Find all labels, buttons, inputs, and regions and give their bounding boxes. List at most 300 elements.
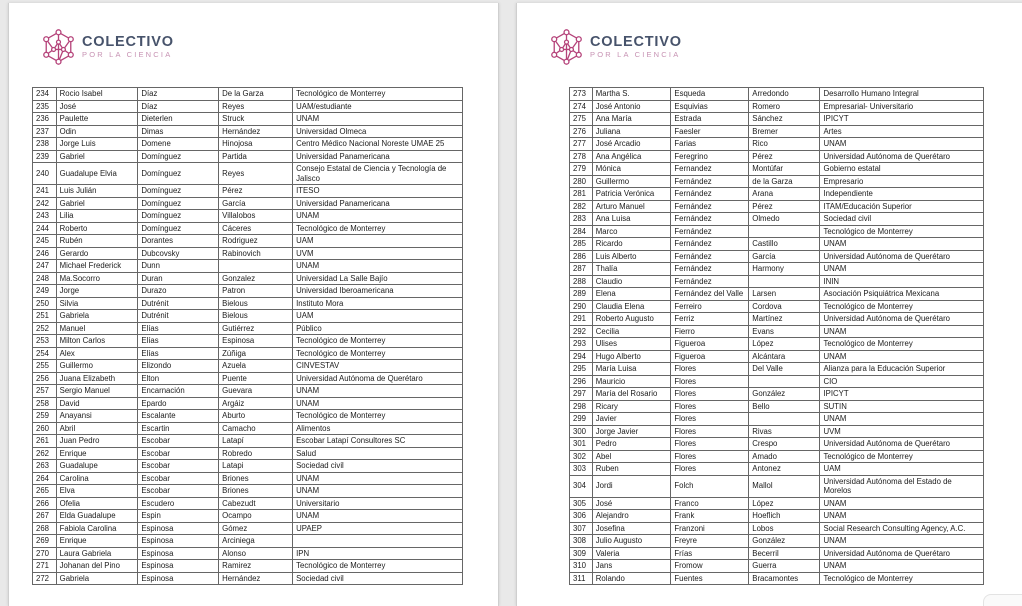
cell-number: 265 [33, 485, 57, 498]
cell-institution: Escobar Latapí Consultores SC [293, 435, 463, 448]
table-row [570, 535, 984, 548]
cell-institution: Tecnológico de Monterrey [293, 222, 463, 235]
cell-paternal_surname: Dubcovsky [138, 247, 219, 260]
table-row [33, 347, 463, 360]
cell-institution: Universitario [293, 497, 463, 510]
table-row [33, 397, 463, 410]
cell-institution: Social Research Consulting Agency, A.C. [820, 522, 984, 535]
cell-paternal_surname: Escalante [138, 410, 219, 423]
cell-institution: UNAM [820, 238, 984, 251]
cell-institution: Empresarial- Universitario [820, 100, 984, 113]
cell-number: 307 [570, 522, 593, 535]
cell-institution: UNAM [820, 413, 984, 426]
cell-paternal_surname: Dutrénit [138, 310, 219, 323]
table-row [33, 360, 463, 373]
cell-maternal_surname: de la Garza [749, 175, 820, 188]
cell-paternal_surname: Escobar [138, 435, 219, 448]
cell-paternal_surname: Fernández [671, 238, 749, 251]
cell-maternal_surname: Latapi [219, 460, 293, 473]
cell-paternal_surname: Fernández [671, 175, 749, 188]
cell-institution: UAM [293, 235, 463, 248]
cell-first_name: Patricia Verónica [592, 188, 671, 201]
cell-first_name: Manuel [56, 322, 138, 335]
cell-first_name: Javier [592, 413, 671, 426]
cell-first_name: Josefina [592, 522, 671, 535]
cell-paternal_surname: Fuentes [671, 572, 749, 585]
cell-maternal_surname: Bielous [219, 310, 293, 323]
cell-institution: UNAM [820, 325, 984, 338]
cell-maternal_surname: García [749, 250, 820, 263]
logo [550, 29, 682, 65]
cell-number: 291 [570, 313, 593, 326]
cell-paternal_surname: Espinosa [138, 522, 219, 535]
cell-maternal_surname: Arana [749, 188, 820, 201]
table-row [33, 447, 463, 460]
table-row [570, 375, 984, 388]
cell-maternal_surname: Becerril [749, 547, 820, 560]
cell-institution: Tecnológico de Monterrey [293, 335, 463, 348]
cell-paternal_surname: Ferriz [671, 313, 749, 326]
cell-maternal_surname: Pérez [749, 200, 820, 213]
cell-institution: Tecnológico de Monterrey [820, 225, 984, 238]
cell-institution: UAM [293, 310, 463, 323]
cell-institution: UAM/estudiante [293, 100, 463, 113]
cell-maternal_surname: Briones [219, 472, 293, 485]
cell-maternal_surname: Reyes [219, 163, 293, 185]
cell-number: 266 [33, 497, 57, 510]
logo-network-icon [42, 29, 75, 65]
cell-institution: Tecnológico de Monterrey [293, 410, 463, 423]
cell-number: 268 [33, 522, 57, 535]
cell-first_name: Fabiola Carolina [56, 522, 138, 535]
cell-maternal_surname: Aburto [219, 410, 293, 423]
cell-paternal_surname: Duran [138, 272, 219, 285]
cell-first_name: Ruben [592, 463, 671, 476]
cell-maternal_surname: Reyes [219, 100, 293, 113]
cell-paternal_surname: Flores [671, 438, 749, 451]
cell-maternal_surname: Bello [749, 400, 820, 413]
cell-paternal_surname: Encarnación [138, 385, 219, 398]
cell-institution: UVM [820, 425, 984, 438]
cell-first_name: Pedro [592, 438, 671, 451]
cell-maternal_surname: Hinojosa [219, 138, 293, 151]
cell-institution: Tecnológico de Monterrey [820, 300, 984, 313]
cell-institution: Universidad Panamericana [293, 197, 463, 210]
cell-paternal_surname: Fernandez [671, 163, 749, 176]
cell-number: 304 [570, 475, 593, 497]
cell-maternal_surname: Guevara [219, 385, 293, 398]
cell-institution: Asociación Psiquiátrica Mexicana [820, 288, 984, 301]
cell-number: 270 [33, 547, 57, 560]
cell-first_name: Enrique [56, 535, 138, 548]
table-row [33, 100, 463, 113]
cell-institution [293, 535, 463, 548]
cell-number: 306 [570, 510, 593, 523]
cell-institution: Universidad Panamericana [293, 150, 463, 163]
cell-first_name: Jorge [56, 285, 138, 298]
cell-paternal_surname: Espinosa [138, 572, 219, 585]
cell-paternal_surname: Folch [671, 475, 749, 497]
cell-first_name: Hugo Alberto [592, 350, 671, 363]
cell-institution: Tecnológico de Monterrey [293, 560, 463, 573]
cell-institution: Sociedad civil [293, 572, 463, 585]
cell-maternal_surname: Harmony [749, 263, 820, 276]
cell-maternal_surname: López [749, 338, 820, 351]
cell-institution: UNAM [293, 260, 463, 273]
cell-number: 248 [33, 272, 57, 285]
cell-maternal_surname: Cáceres [219, 222, 293, 235]
table-row [33, 88, 463, 101]
table-row [33, 150, 463, 163]
cell-number: 247 [33, 260, 57, 273]
cell-paternal_surname: Fernández [671, 188, 749, 201]
cell-paternal_surname: Dorantes [138, 235, 219, 248]
cell-first_name: Guillermo [592, 175, 671, 188]
cell-institution: Tecnológico de Monterrey [820, 338, 984, 351]
cell-first_name: Rolando [592, 572, 671, 585]
cell-first_name: Martha S. [592, 88, 671, 101]
cell-maternal_surname: Gutiérrez [219, 322, 293, 335]
cell-first_name: Jans [592, 560, 671, 573]
cell-institution: UNAM [293, 472, 463, 485]
table-row [33, 260, 463, 273]
cell-first_name: Milton Carlos [56, 335, 138, 348]
cell-first_name: Elva [56, 485, 138, 498]
cell-institution: UAM [820, 463, 984, 476]
cell-first_name: Paulette [56, 113, 138, 126]
cell-paternal_surname: Faesler [671, 125, 749, 138]
cell-paternal_surname: Frank [671, 510, 749, 523]
table-row [570, 450, 984, 463]
cell-maternal_surname: Patron [219, 285, 293, 298]
cell-number: 286 [570, 250, 593, 263]
cell-institution: IPN [293, 547, 463, 560]
cell-institution: Gobierno estatal [820, 163, 984, 176]
table-row [570, 510, 984, 523]
cell-maternal_surname: Briones [219, 485, 293, 498]
cell-first_name: Julio Augusto [592, 535, 671, 548]
cell-institution: UPAEP [293, 522, 463, 535]
cell-maternal_surname: Rabinovich [219, 247, 293, 260]
cell-institution: Universidad Iberoamericana [293, 285, 463, 298]
table-row [570, 113, 984, 126]
table-row [33, 247, 463, 260]
table-row [33, 272, 463, 285]
cell-paternal_surname: Díaz [138, 100, 219, 113]
cell-paternal_surname: Domínguez [138, 210, 219, 223]
cell-paternal_surname: Dutrénit [138, 297, 219, 310]
cell-number: 269 [33, 535, 57, 548]
table-row [570, 100, 984, 113]
cell-institution: Universidad Autónoma de Querétaro [820, 313, 984, 326]
table-row [33, 572, 463, 585]
cell-first_name: Ana María [592, 113, 671, 126]
cell-paternal_surname: Farias [671, 138, 749, 151]
cell-institution: Artes [820, 125, 984, 138]
cell-number: 282 [570, 200, 593, 213]
members-table-left [32, 87, 463, 585]
table-row [570, 300, 984, 313]
cell-maternal_surname: Arciniega [219, 535, 293, 548]
cell-maternal_surname [749, 413, 820, 426]
cell-first_name: Jorge Javier [592, 425, 671, 438]
cell-number: 293 [570, 338, 593, 351]
cell-number: 240 [33, 163, 57, 185]
cell-maternal_surname: Del Valle [749, 363, 820, 376]
table-row [33, 322, 463, 335]
table-row [570, 175, 984, 188]
cell-paternal_surname: Escartin [138, 422, 219, 435]
cell-number: 294 [570, 350, 593, 363]
cell-number: 310 [570, 560, 593, 573]
cell-institution: Sociedad civil [820, 213, 984, 226]
cell-institution: Universidad Autónoma de Querétaro [820, 150, 984, 163]
table-row [570, 163, 984, 176]
logo-title: COLECTIVO [590, 34, 682, 50]
cell-paternal_surname: Espinosa [138, 560, 219, 573]
cell-maternal_surname: Lobos [749, 522, 820, 535]
cell-maternal_surname: Antonez [749, 463, 820, 476]
table-row [570, 438, 984, 451]
cell-maternal_surname: Sánchez [749, 113, 820, 126]
cell-number: 237 [33, 125, 57, 138]
cell-number: 258 [33, 397, 57, 410]
cell-number: 288 [570, 275, 593, 288]
cell-first_name: Gabriela [56, 310, 138, 323]
cell-number: 287 [570, 263, 593, 276]
cell-maternal_surname: Hernández [219, 572, 293, 585]
table-row [33, 113, 463, 126]
cell-first_name: Gabriel [56, 150, 138, 163]
cell-maternal_surname: González [749, 388, 820, 401]
cell-first_name: Alejandro [592, 510, 671, 523]
cell-paternal_surname: Domínguez [138, 163, 219, 185]
table-row [570, 363, 984, 376]
table-row [33, 410, 463, 423]
cell-paternal_surname: Fernández [671, 275, 749, 288]
cell-maternal_surname: Bracamontes [749, 572, 820, 585]
cell-number: 277 [570, 138, 593, 151]
cell-first_name: Marco [592, 225, 671, 238]
table-row [33, 125, 463, 138]
cell-number: 284 [570, 225, 593, 238]
cell-number: 280 [570, 175, 593, 188]
cell-first_name: Carolina [56, 472, 138, 485]
cell-first_name: Gabriela [56, 572, 138, 585]
cell-institution: Universidad Autónoma de Querétaro [293, 372, 463, 385]
cell-paternal_surname: Fernández [671, 225, 749, 238]
cell-paternal_surname: Flores [671, 450, 749, 463]
cell-number: 235 [33, 100, 57, 113]
table-row [570, 425, 984, 438]
cell-number: 298 [570, 400, 593, 413]
table-row [33, 163, 463, 185]
cell-maternal_surname: Montúfar [749, 163, 820, 176]
cell-first_name: Juliana [592, 125, 671, 138]
cell-first_name: José [592, 497, 671, 510]
cell-maternal_surname: Martínez [749, 313, 820, 326]
cell-number: 308 [570, 535, 593, 548]
table-row [33, 422, 463, 435]
cell-paternal_surname: Domínguez [138, 150, 219, 163]
cell-paternal_surname: Estrada [671, 113, 749, 126]
table-row [33, 310, 463, 323]
table-row [33, 510, 463, 523]
cell-institution: Salud [293, 447, 463, 460]
cell-first_name: Ana Angélica [592, 150, 671, 163]
cell-institution: Empresario [820, 175, 984, 188]
cell-number: 263 [33, 460, 57, 473]
cell-maternal_surname [749, 375, 820, 388]
cell-number: 275 [570, 113, 593, 126]
cell-institution: Universidad La Salle Bajío [293, 272, 463, 285]
table-row [570, 200, 984, 213]
table-row [33, 335, 463, 348]
cell-first_name: Arturo Manuel [592, 200, 671, 213]
table-row [33, 535, 463, 548]
cell-number: 257 [33, 385, 57, 398]
cell-maternal_surname: Larsen [749, 288, 820, 301]
cell-first_name: Johanan del Pino [56, 560, 138, 573]
table-row [570, 338, 984, 351]
table-row [570, 125, 984, 138]
cell-paternal_surname: Elías [138, 347, 219, 360]
cell-institution: UNAM [820, 560, 984, 573]
cell-number: 261 [33, 435, 57, 448]
cell-maternal_surname: Ramirez [219, 560, 293, 573]
table-row [33, 560, 463, 573]
logo-network-icon [550, 29, 583, 65]
cell-paternal_surname: Flores [671, 425, 749, 438]
cell-maternal_surname: Pérez [749, 150, 820, 163]
cell-institution: UNAM [293, 397, 463, 410]
cell-institution: UVM [293, 247, 463, 260]
cell-paternal_surname: Flores [671, 463, 749, 476]
cell-maternal_surname: Arredondo [749, 88, 820, 101]
cell-paternal_surname: Flores [671, 413, 749, 426]
cell-institution: Alianza para la Educación Superior [820, 363, 984, 376]
table-row [33, 297, 463, 310]
cell-institution: UNAM [293, 385, 463, 398]
cell-number: 243 [33, 210, 57, 223]
table-row [570, 313, 984, 326]
table-row [33, 210, 463, 223]
cell-number: 252 [33, 322, 57, 335]
table-row [33, 385, 463, 398]
cell-first_name: Claudio [592, 275, 671, 288]
cell-maternal_surname: Amado [749, 450, 820, 463]
cell-maternal_surname: Alonso [219, 547, 293, 560]
table-row [33, 185, 463, 198]
cell-first_name: Laura Gabriela [56, 547, 138, 560]
cell-maternal_surname: García [219, 197, 293, 210]
table-row [33, 497, 463, 510]
cell-number: 260 [33, 422, 57, 435]
cell-maternal_surname [219, 260, 293, 273]
cell-first_name: Mónica [592, 163, 671, 176]
cell-institution: Tecnológico de Monterrey [820, 572, 984, 585]
cell-first_name: Mauricio [592, 375, 671, 388]
cell-number: 239 [33, 150, 57, 163]
table-row [33, 235, 463, 248]
cell-paternal_surname: Dunn [138, 260, 219, 273]
cell-first_name: David [56, 397, 138, 410]
cell-first_name: Luis Julián [56, 185, 138, 198]
cell-number: 302 [570, 450, 593, 463]
cell-number: 262 [33, 447, 57, 460]
cell-institution: UNAM [293, 510, 463, 523]
cell-paternal_surname: Escobar [138, 460, 219, 473]
cell-maternal_surname: Partida [219, 150, 293, 163]
cell-number: 289 [570, 288, 593, 301]
cell-paternal_surname: Fierro [671, 325, 749, 338]
cell-number: 272 [33, 572, 57, 585]
cell-first_name: José [56, 100, 138, 113]
table-row [33, 435, 463, 448]
cell-institution: UNAM [820, 138, 984, 151]
cell-first_name: Luis Alberto [592, 250, 671, 263]
cell-paternal_surname: Domínguez [138, 197, 219, 210]
table-row [570, 150, 984, 163]
cell-number: 292 [570, 325, 593, 338]
cell-institution: UNAM [293, 210, 463, 223]
cell-institution: Público [293, 322, 463, 335]
cell-maternal_surname: Azuela [219, 360, 293, 373]
table-row [33, 472, 463, 485]
cell-first_name: Odin [56, 125, 138, 138]
cell-first_name: María Luisa [592, 363, 671, 376]
cell-maternal_surname: De la Garza [219, 88, 293, 101]
table-row [570, 238, 984, 251]
cell-maternal_surname: Gómez [219, 522, 293, 535]
cell-first_name: Elda Guadalupe [56, 510, 138, 523]
cell-number: 296 [570, 375, 593, 388]
cell-number: 273 [570, 88, 593, 101]
table-row [570, 350, 984, 363]
cell-number: 301 [570, 438, 593, 451]
cell-institution: Tecnológico de Monterrey [820, 450, 984, 463]
cell-first_name: Rubén [56, 235, 138, 248]
cell-maternal_surname: Gonzalez [219, 272, 293, 285]
cell-number: 264 [33, 472, 57, 485]
cell-maternal_surname: Robredo [219, 447, 293, 460]
cell-institution: UNAM [293, 113, 463, 126]
logo-title: COLECTIVO [82, 34, 174, 50]
cell-number: 267 [33, 510, 57, 523]
cell-number: 234 [33, 88, 57, 101]
cell-number: 246 [33, 247, 57, 260]
cell-maternal_surname: Evans [749, 325, 820, 338]
cell-paternal_surname: Fernández [671, 250, 749, 263]
cell-number: 254 [33, 347, 57, 360]
cell-paternal_surname: Elías [138, 322, 219, 335]
cell-paternal_surname: Elton [138, 372, 219, 385]
cell-number: 276 [570, 125, 593, 138]
cell-paternal_surname: Domínguez [138, 222, 219, 235]
document-page-left [8, 3, 499, 606]
cell-maternal_surname: Latapí [219, 435, 293, 448]
cell-maternal_surname [749, 275, 820, 288]
cell-institution: Consejo Estatal de Ciencia y Tecnología de Jalisco [293, 163, 463, 185]
cell-first_name: Abel [592, 450, 671, 463]
cell-maternal_surname: Hernández [219, 125, 293, 138]
cell-paternal_surname: Figueroa [671, 350, 749, 363]
cell-paternal_surname: Frías [671, 547, 749, 560]
cell-number: 290 [570, 300, 593, 313]
cell-first_name: Cecilia [592, 325, 671, 338]
cell-maternal_surname: Zúñiga [219, 347, 293, 360]
cell-paternal_surname: Elías [138, 335, 219, 348]
